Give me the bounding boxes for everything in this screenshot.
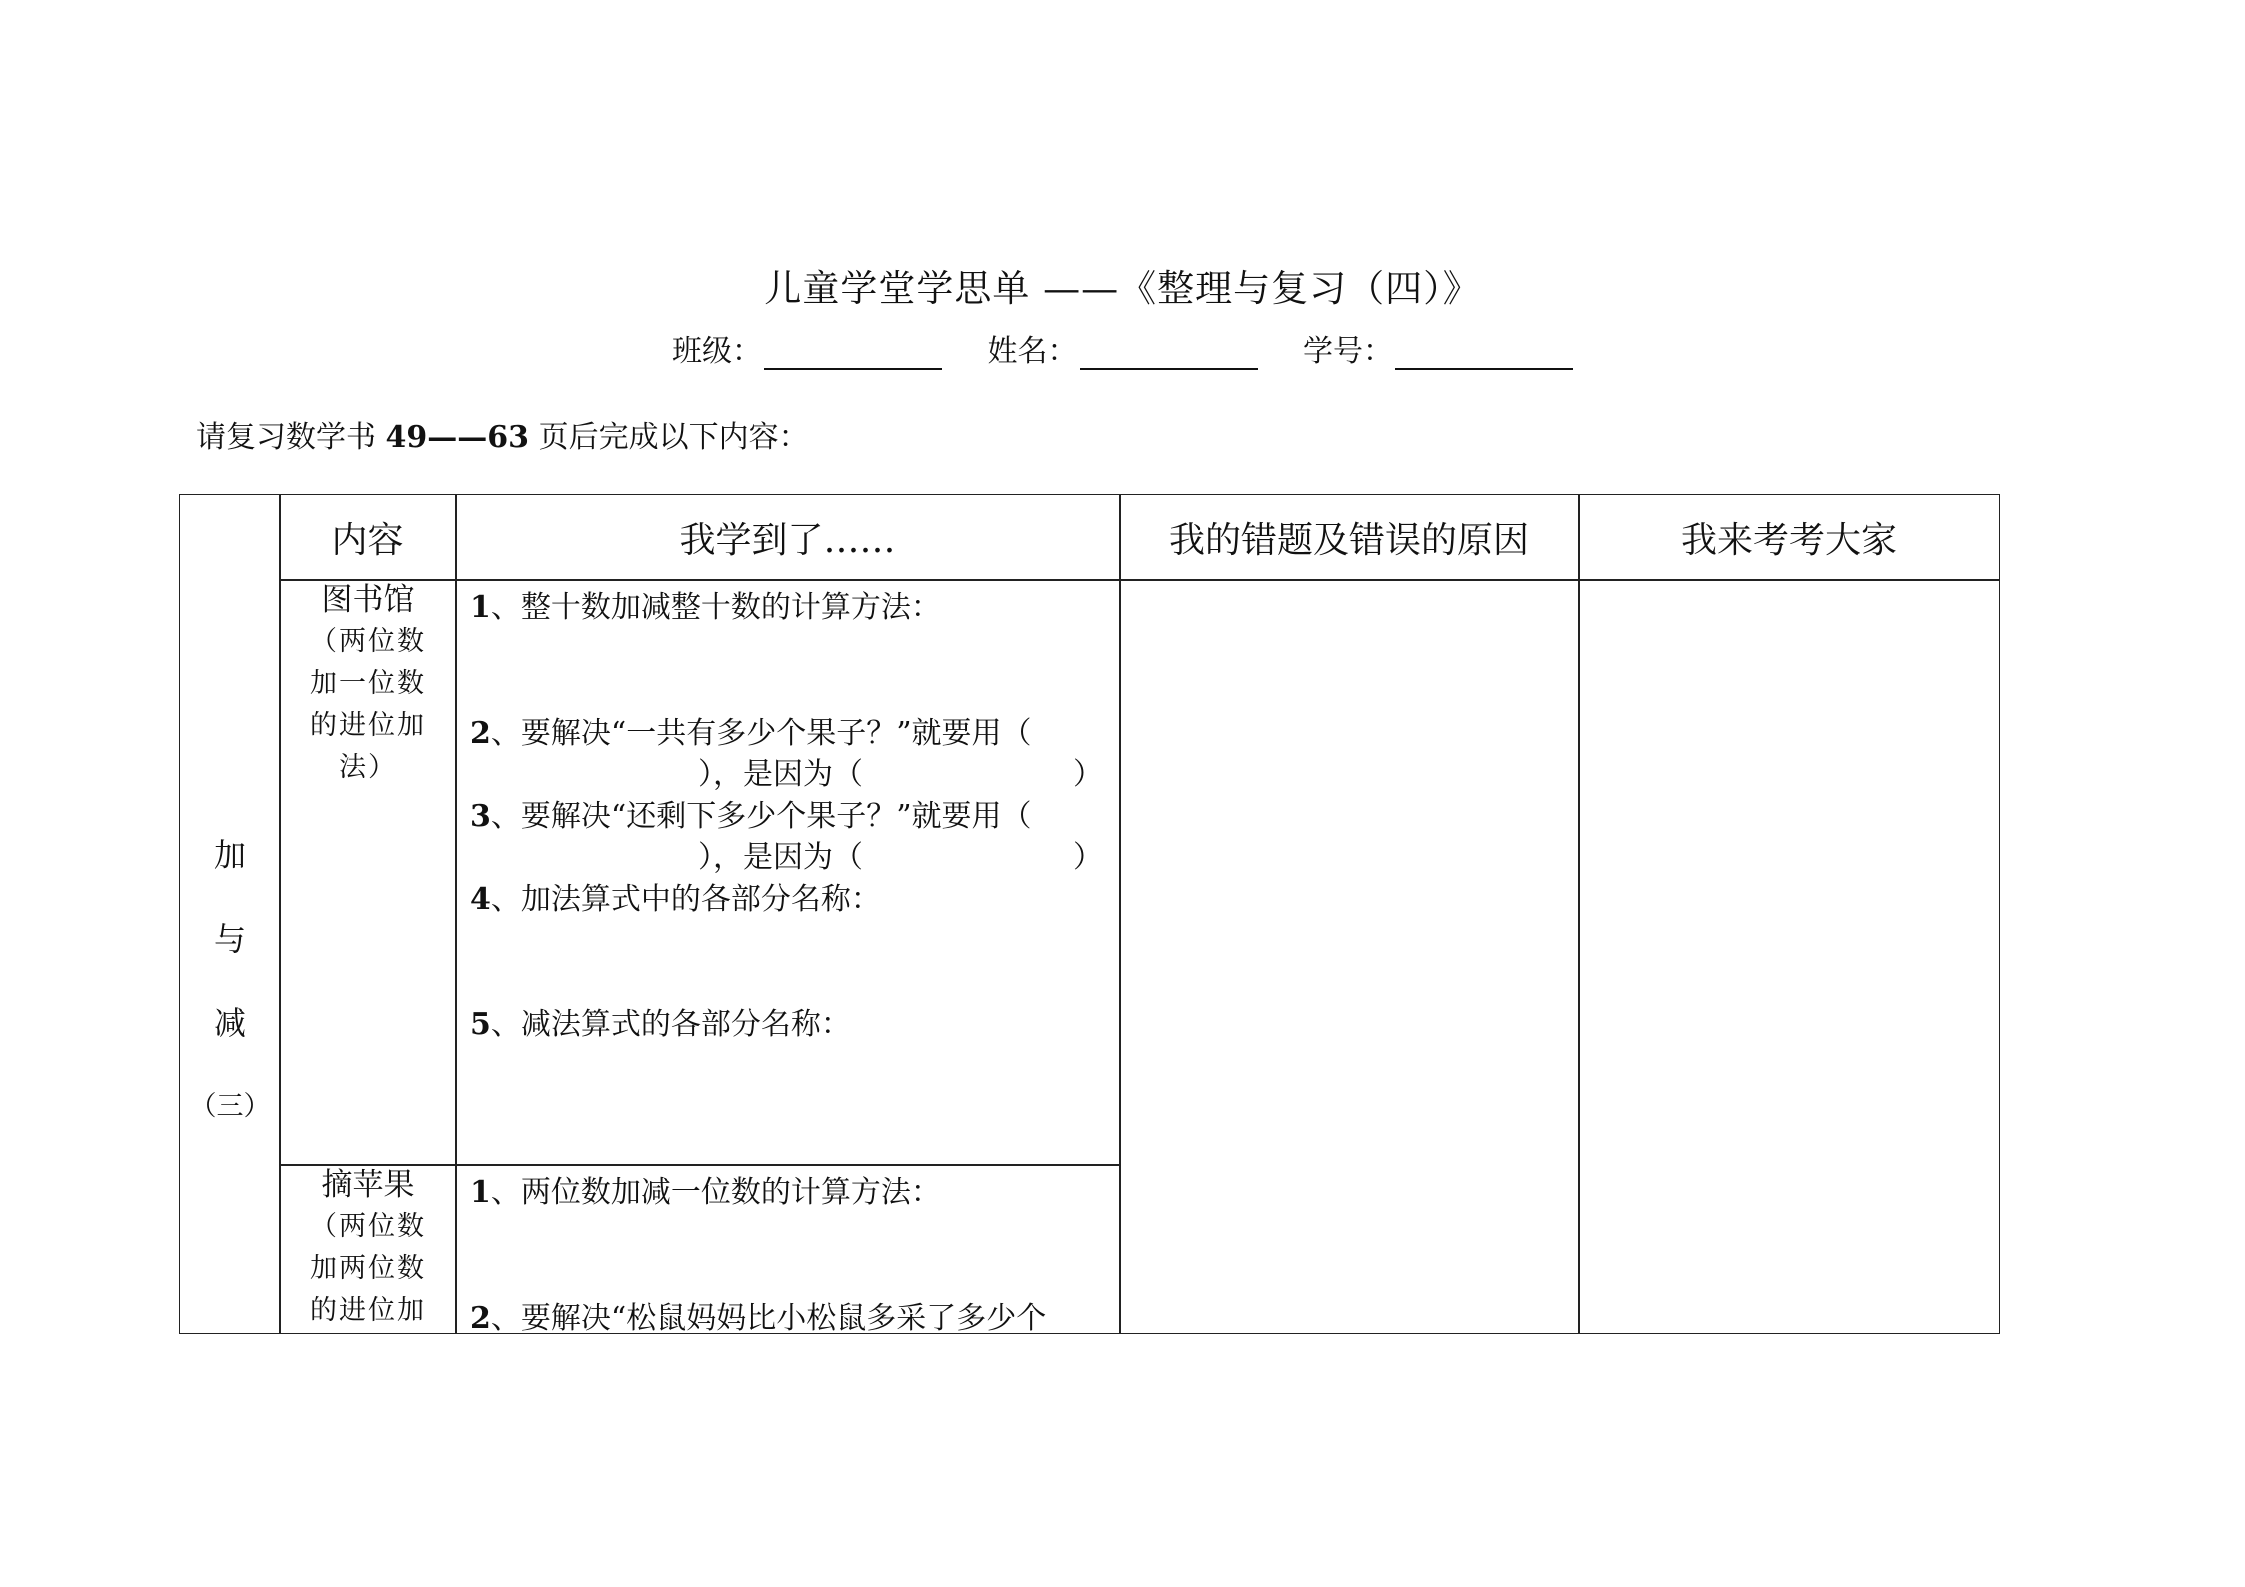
topic-desc-line: （两位数 bbox=[310, 626, 426, 657]
item-number: 3 bbox=[470, 799, 491, 834]
item-number: 2 bbox=[470, 716, 491, 751]
name-field bbox=[988, 326, 1258, 370]
item-text: 、两位数加减一位数的计算方法： bbox=[490, 1175, 941, 1210]
column-header-quiz: 我来考考大家 bbox=[1680, 519, 1897, 561]
student-number-blank[interactable] bbox=[1395, 338, 1573, 370]
unit-char: 与 bbox=[213, 920, 246, 958]
unit-number: （三） bbox=[189, 1091, 271, 1122]
topic-desc-line: 加两位数 bbox=[310, 1253, 426, 1284]
learned-item bbox=[470, 1293, 1046, 1337]
class-label: 班级： bbox=[671, 334, 762, 369]
quiz-answer-area[interactable] bbox=[1580, 581, 1999, 1333]
student-number-label: 学号： bbox=[1303, 334, 1394, 369]
item-text: 、加法算式中的各部分名称： bbox=[490, 882, 881, 917]
topic-apple-picking bbox=[281, 1164, 455, 1332]
instruction-page-range: 49——63 bbox=[385, 420, 530, 455]
learned-item-continuation bbox=[698, 832, 1103, 876]
student-info-row bbox=[0, 326, 2245, 370]
column-header-learned: 我学到了…… bbox=[679, 519, 896, 561]
table-divider bbox=[455, 494, 457, 1334]
item-number: 1 bbox=[470, 1175, 491, 1210]
learned-item-continuation bbox=[698, 749, 1103, 793]
class-field bbox=[672, 326, 942, 370]
learned-item bbox=[470, 999, 851, 1043]
topic-name: 图书馆 bbox=[321, 582, 415, 618]
column-header-content: 内容 bbox=[331, 519, 404, 561]
item-text: 、要解决“还剩下多少个果子？”就要用（ bbox=[490, 799, 1032, 834]
topic-desc-line: 的进位加 bbox=[310, 710, 426, 741]
item-number: 1 bbox=[470, 590, 491, 625]
topic-desc-line: （两位数 bbox=[310, 1211, 426, 1242]
unit-char: 加 bbox=[213, 836, 246, 874]
column-header-mistakes: 我的错题及错误的原因 bbox=[1168, 519, 1529, 561]
item-text: 、要解决“一共有多少个果子？”就要用（ bbox=[490, 716, 1032, 751]
learned-item bbox=[470, 874, 881, 918]
learned-item bbox=[470, 791, 1032, 835]
item-text: ），是因为（ ） bbox=[698, 757, 1103, 792]
learned-item bbox=[470, 582, 941, 626]
item-number: 4 bbox=[470, 882, 491, 917]
item-text: ），是因为（ ） bbox=[698, 840, 1103, 875]
name-blank[interactable] bbox=[1080, 338, 1258, 370]
mistakes-answer-area[interactable] bbox=[1121, 581, 1577, 1333]
class-blank[interactable] bbox=[764, 338, 942, 370]
learned-item bbox=[470, 1167, 941, 1211]
topic-desc-line: 的进位加 bbox=[310, 1295, 426, 1326]
instruction-prefix: 请复习数学书 bbox=[196, 420, 386, 455]
topic-desc-line: 加一位数 bbox=[310, 668, 426, 699]
topic-library bbox=[281, 579, 455, 789]
page-title: 儿童学堂学思单 ——《整理与复习（四）》 bbox=[764, 267, 1481, 310]
item-text: 、要解决“松鼠妈妈比小松鼠多采了多少个 bbox=[490, 1301, 1047, 1336]
instruction-suffix: 页后完成以下内容： bbox=[529, 420, 809, 455]
name-label: 姓名： bbox=[987, 334, 1078, 369]
topic-name: 摘苹果 bbox=[321, 1167, 415, 1203]
item-text: 、整十数加减整十数的计算方法： bbox=[490, 590, 941, 625]
learned-item bbox=[470, 708, 1032, 752]
unit-char: 减 bbox=[213, 1004, 246, 1042]
item-number: 2 bbox=[470, 1301, 491, 1336]
instruction-text bbox=[196, 412, 809, 456]
item-text: 、减法算式的各部分名称： bbox=[490, 1007, 851, 1042]
topic-desc-line: 法） bbox=[339, 752, 397, 783]
item-number: 5 bbox=[470, 1007, 491, 1042]
student-number-field bbox=[1303, 326, 1573, 370]
